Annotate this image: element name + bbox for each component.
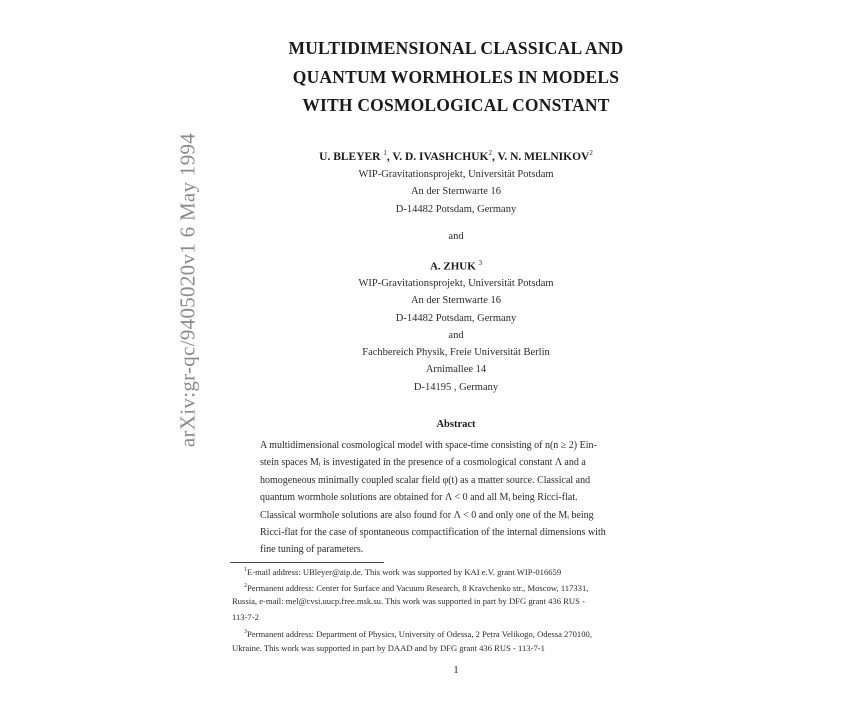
- affiliation-line: Arnimallee 14: [425, 364, 487, 376]
- author-name: , V. N. MELNIKOV: [492, 150, 590, 163]
- abstract-heading: Abstract: [436, 419, 476, 430]
- footnote-text: E-mail address: UBleyer@aip.de. This work was supported by KAI e.V. grant WIP-016659: [247, 566, 562, 577]
- footnote-marker: 2: [589, 149, 593, 157]
- footnote-text: Ukraine. This work was supported in part by DAAD and by DFG grant 436 RUS - 113-7-1: [232, 642, 545, 653]
- page-number: 1: [453, 664, 459, 676]
- paper-title: [230, 34, 682, 120]
- affiliation-line: D-14482 Potsdam, Germany: [395, 312, 517, 324]
- footnote-line: [232, 641, 684, 657]
- author-name: , V. D. IVASHCHUK: [386, 150, 489, 163]
- second-author: [230, 259, 682, 273]
- title-line: QUANTUM WORMHOLES IN MODELS: [292, 66, 620, 87]
- arxiv-side-stamp: arXiv:gr-qc/9405020v1 6 May 1994: [175, 132, 200, 448]
- footnote-marker: 1: [244, 567, 247, 573]
- affiliation-line: D-14195 , Germany: [413, 381, 499, 393]
- title-line: MULTIDIMENSIONAL CLASSICAL AND: [288, 38, 624, 58]
- footnote-marker: 3: [478, 259, 483, 267]
- footnote-line: [232, 594, 684, 610]
- abstract-line: Ricci-flat for the case of spontaneous compactification of the internal dimensions with: [260, 526, 606, 538]
- affiliation-line: WIP-Gravitationsprojekt, Universität Potsdam: [358, 278, 554, 289]
- footnotes: [232, 563, 684, 656]
- footnote-text: Russia, e-mail: mel@cvsi.uucp.free.msk.su. This work was supported in part by DFG grant 436 RUS -: [232, 596, 585, 606]
- affiliation-line: An der Sternwarte 16: [410, 186, 502, 198]
- footnote-text: Permanent address: Center for Surface and Vacuum Research, 8 Kravchenko str., Moscow, 117331,: [247, 582, 589, 593]
- affiliation-line: WIP-Gravitationsprojekt, Universität Potsdam: [358, 169, 554, 180]
- affiliation-block-1: [230, 166, 682, 218]
- abstract-body: [260, 437, 655, 559]
- affiliation-line: Fachbereich Physik, Freie Universität Berlin: [362, 347, 550, 359]
- footnote-line: [232, 563, 684, 579]
- abstract-line: Classical wormhole solutions are also found for Λ < 0 and only one of the Mᵢ being: [260, 509, 594, 521]
- title-line: WITH COSMOLOGICAL CONSTANT: [302, 95, 610, 115]
- author-name: A. ZHUK: [429, 260, 476, 273]
- footnote-text: Permanent address: Department of Physics, University of Odessa, 2 Petra Velikogo, Odessa 270100,: [247, 628, 592, 639]
- affiliation-line: D-14482 Potsdam, Germany: [395, 203, 517, 215]
- footnote-marker: 3: [244, 629, 247, 635]
- affiliation-line: and: [448, 329, 464, 341]
- abstract-line: quantum wormhole solutions are obtained for Λ < 0 and all Mᵢ being Ricci-flat.: [260, 492, 578, 504]
- footnote-text: 113-7-2: [232, 611, 259, 622]
- abstract-line: stein spaces Mᵢ is investigated in the presence of a cosmological constant Λ and a: [260, 457, 586, 469]
- footnote-marker: 1: [383, 149, 387, 157]
- author-list: [230, 149, 682, 163]
- affiliation-block-2: [230, 275, 682, 396]
- abstract-line: homogeneous minimally coupled scalar field φ(t) as a matter source. Classical and: [260, 474, 591, 486]
- affiliation-line: An der Sternwarte 16: [410, 295, 502, 307]
- author-name: U. BLEYER: [319, 150, 381, 163]
- footnote-marker: 2: [488, 149, 492, 157]
- footnote-line: [232, 610, 684, 626]
- footnote-line: [232, 625, 684, 641]
- and-separator: and: [448, 231, 464, 242]
- abstract-line: A multidimensional cosmological model with space-time consisting of n(n ≥ 2) Ein-: [260, 440, 597, 451]
- footnote-line: [232, 579, 684, 595]
- footnote-marker: 2: [244, 582, 247, 589]
- abstract-line: fine tuning of parameters.: [260, 544, 364, 556]
